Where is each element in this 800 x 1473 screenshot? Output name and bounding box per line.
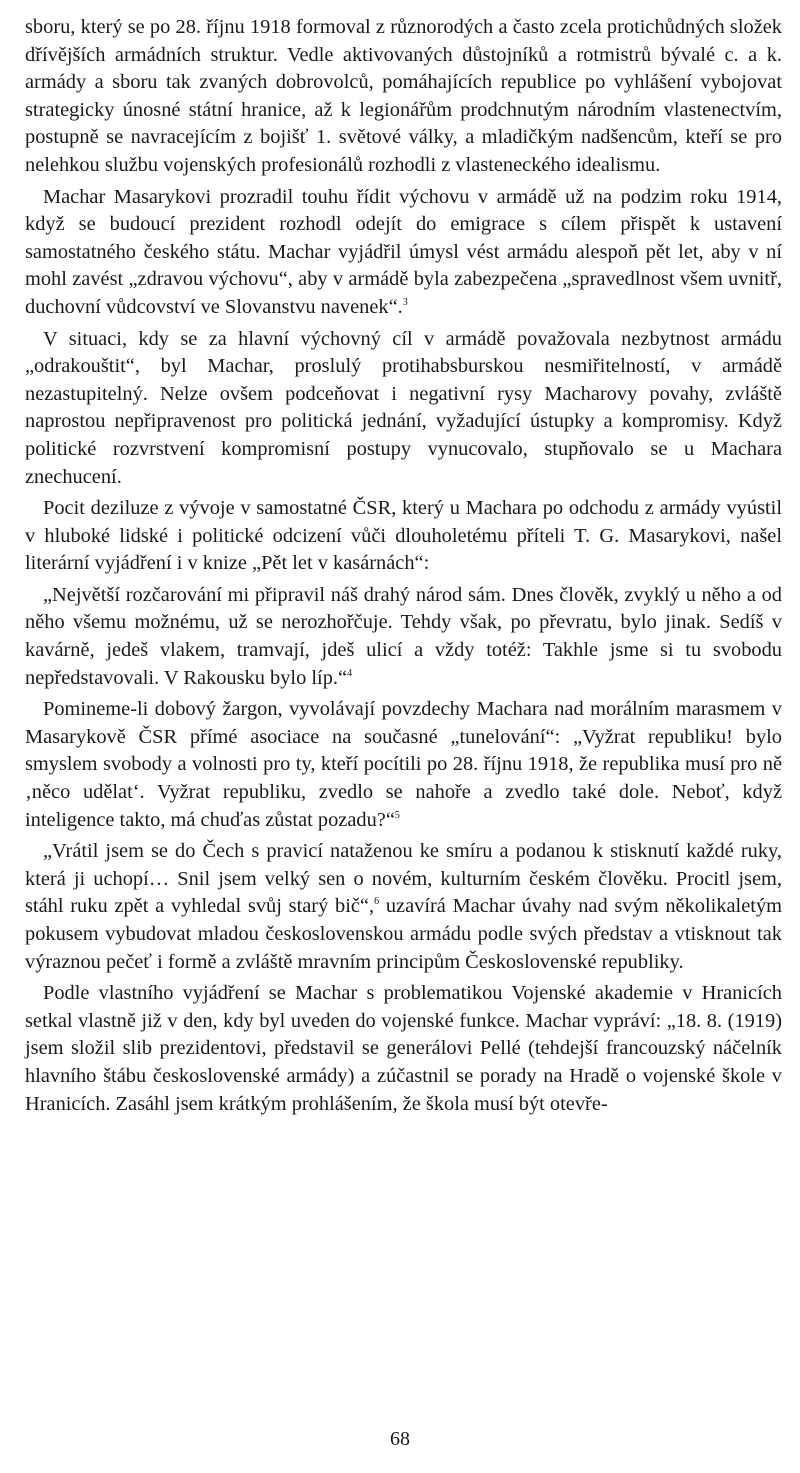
quote-2-continuation: uzavírá Machar úvahy nad svým několikaletým pokusem vybudovat mladou československou armádu podle svých představ a vtisknout tak výraznou pečeť i formě a zvláště mravním principům Československé republiky. bbox=[25, 895, 782, 973]
paragraph-1-text: sboru, který se po 28. říjnu 1918 formoval z různorodých a často zcela protichůdných složek dřívějších armádních struktur. Vedle aktivovaných důstojníků a rotmistrů bývalé c. a k. armády a sboru tak zvaných dobrovolců, pomáhajících republice po vyhlášení vybojovat strategicky únosné státní hranice, až k legionářům prodchnutým národním vlastenectvím, postupně se navracejícím z bojišť 1. světové války, a mladičkým nadšencům, kteří se pro nelehkou službu vojenských profesionálů rozhodli z vlasteneckého idealismu. bbox=[25, 16, 782, 176]
quote-1-text: „Největší rozčarování mi připravil náš drahý národ sám. Dnes člověk, zvyklý u něho a od něho všemu možnému, už se nerozhořčuje. Tehdy však, po převratu, bylo jinak. Sedíš v kavárně, jedeš vlakem, tramvají, jdeš ulicí a vždy totéž: Takhle jsme si tu svobodu nepředstavovali. V Rakousku bylo líp.“ bbox=[25, 583, 782, 689]
paragraph-6 bbox=[25, 696, 782, 834]
paragraph-8-text: Podle vlastního vyjádření se Machar s problematikou Vojenské akademie v Hranicích setkal vlastně již v den, kdy byl uveden do vojenské funkce. Machar vypráví: „18. 8. (1919) jsem složil slib prezidentovi, představil se generálovi Pellé (tehdejší francouzský náčelník hlavního štábu československé armády) a zúčastnil se porady na Hradě o vojenské škole v Hranicích. Zasáhl jsem krátkým prohlášením, že škola musí být otevře- bbox=[25, 982, 782, 1115]
footnote-ref-3: 3 bbox=[402, 297, 408, 309]
footnote-ref-4: 4 bbox=[347, 667, 353, 679]
page-number: 68 bbox=[390, 1428, 410, 1450]
quote-paragraph-1 bbox=[25, 582, 782, 692]
page-text bbox=[25, 14, 782, 1122]
paragraph-1 bbox=[25, 14, 782, 180]
footnote-ref-6: 6 bbox=[374, 896, 380, 908]
paragraph-4 bbox=[25, 495, 782, 578]
paragraph-3-text: V situaci, kdy se za hlavní výchovný cíl v armádě považovala nezbytnost armádu „odrakouštit“, byl Machar, proslulý protihabsburskou nesmiřitelností, v armádě nezastupitelný. Nelze ovšem podceňovat i negativní rysy Macharovy povahy, zvláště naprostou nepřipravenost pro politická jednání, vyžadující ústupky a kompromisy. Když politické rozvrstvení kompromisní postupy vynucovalo, stupňovalo se u Machara znechucení. bbox=[25, 327, 782, 488]
paragraph-2-text: Machar Masarykovi prozradil touhu řídit výchovu v armádě už na podzim roku 1914, když se budoucí prezident rozhodl odejít do emigrace s cílem přispět k ustavení samostatného českého státu. Machar vyjádřil úmysl vést armádu alespoň pět let, aby v ní mohl zavést „zdravou výchovu“, aby v armádě byla zabezpečena „spravedlnost všem uvnitř, duchovní vůdcovství ve Slovanstvu navenek“. bbox=[25, 185, 782, 318]
paragraph-2 bbox=[25, 184, 782, 322]
footnote-ref-5: 5 bbox=[394, 809, 400, 821]
paragraph-4-text: Pocit deziluze z vývoje v samostatné ČSR, který u Machara po odchodu z armády vyústil v hluboké lidské i politické odcizení vůči dlouholetému příteli T. G. Masarykovi, našel literární vyjádření i v knize „Pět let v kasárnách“: bbox=[25, 497, 782, 575]
quote-2-text: „Vrátil jsem se do Čech s pravicí nataženou ke smíru a podanou k stisknutí každé ruky, která ji uchopí… Snil jsem velký sen o novém, kulturním českém člověku. Procitl jsem, stáhl ruku zpět a vyhledal svůj starý bič“, bbox=[25, 840, 782, 918]
paragraph-8 bbox=[25, 980, 782, 1118]
quote-paragraph-2 bbox=[25, 838, 782, 976]
paragraph-3 bbox=[25, 326, 782, 492]
paragraph-6-text: Pomineme-li dobový žargon, vyvolávají povzdechy Machara nad morálním marasmem v Masarykově ČSR přímé asociace na současné „tunelování“: „Vyžrat republiku! bylo smyslem svobody a volnosti pro ty, kteří pocítili po 28. říjnu 1918, že republika musí pro ně ‚něco udělat‘. Vyžrat republiku, zvedlo se nahoře a zvedlo také dole. Neboť, když inteligence takto, má chuďas zůstat pozadu?“ bbox=[25, 698, 782, 831]
